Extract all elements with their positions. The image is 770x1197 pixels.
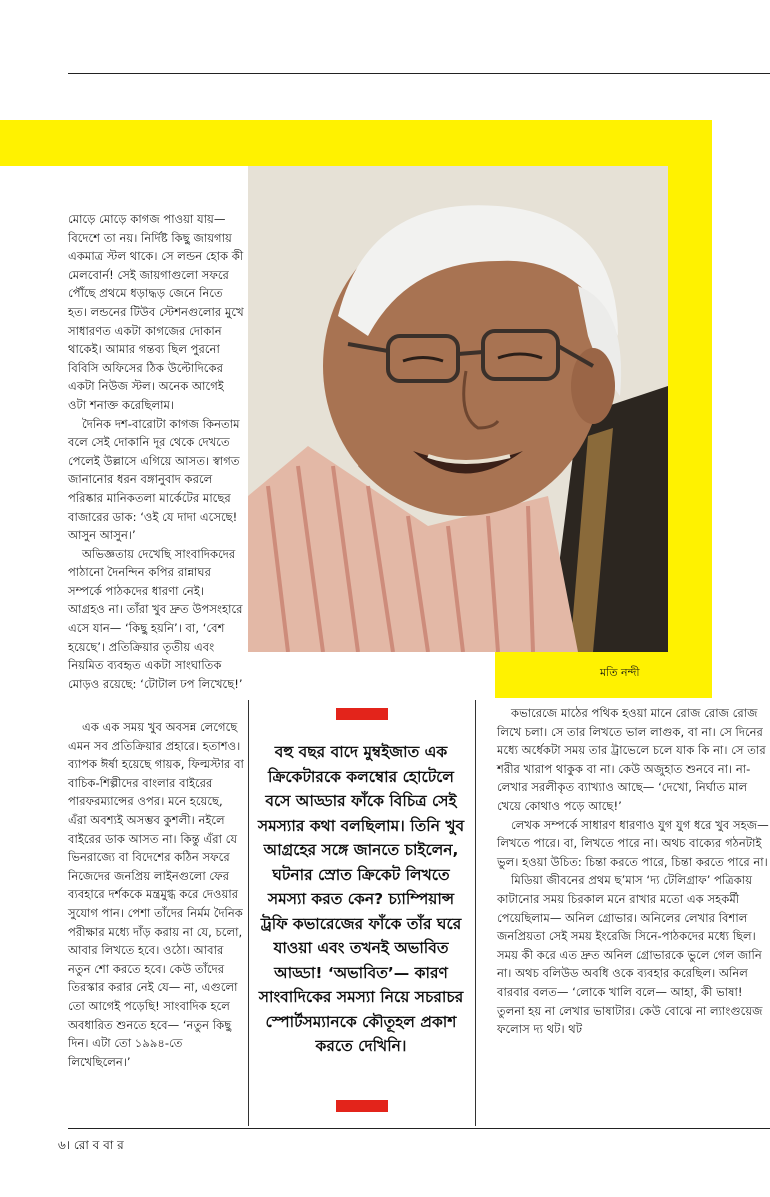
portrait-illustration-icon [248, 166, 668, 652]
paragraph: মোড়ে মোড়ে কাগজ পাওয়া যায়— বিদেশে তা নয়। নির্দিষ্ট কিছু জায়গায় একমাত্র স্টল থাকে। সে লন্ডন হোক কী মেলবোর্ন! সেই জায়গাগুলো সফরে পৌঁছে প্রথমে ধড়াদ্ধড় জেনে নিতে হত। লন্ডনের টিউব স্টেশনগুলোর মুখে সাধারণত একটা কাগজের দোকান থাকেই। আমার গন্তব্য ছিল পুরনো বিবিসি অফিসের ঠিক উল্টোদিকের একটা নিউজ স্টল। অনেক আগেই ওটা শনাক্ত করেছিলাম। [68, 212, 244, 412]
left-column-bottom [68, 718, 244, 1071]
bottom-rule [68, 1128, 770, 1129]
yellow-band [0, 120, 712, 166]
pull-quote: বহু বছর বাদে মুম্বইজাত এক ক্রিকেটারকে কলম্বোর হোটেলে বসে আড্ডার ফাঁকে বিচিত্র সেই সমস্যার কথা বলছিলাম। তিনি খুব আগ্রহের সঙ্গে জানতে চাইলেন, ঘটনার স্রোত ক্রিকেট লিখতে সমস্যা করত কেন? চ্যাম্পিয়ান্স ট্রফি কভারেজের ফাঁকে তাঁর ঘরে যাওয়া এবং তখনই অভাবিত আড্ডা! ‘অভাবিত’— কারণ সাংবাদিকের সমস্যা নিয়ে সচরাচর স্পোর্টসম্যানকে কৌতূহল প্রকাশ করতে দেখিনি। [257, 743, 465, 1055]
page-footer: ৬। রো ব বা র [58, 1138, 124, 1152]
photo-caption: মতি নন্দী [600, 666, 640, 679]
column-divider-right [475, 700, 476, 1126]
paragraph: অভিজ্ঞতায় দেখেছি সাংবাদিকদের পাঠানো দৈনন্দিন কপির রান্নাঘর সম্পর্কে পাঠকদের ধারণা নেই। আগ্রহও না। তাঁরা খুব দ্রুত উপসংহারে এসে যান— ‘কিছু হয়নি’। বা, ‘বেশ হয়েছে’। প্রতিক্রিয়ার তৃতীয় এবং নিয়মিত ব্যবহৃত একটা সাংঘাতিক মোড়ও রয়েছে: ‘টোটাল ঢপ লিখেছে!’ [68, 546, 243, 691]
paragraph: এক এক সময় খুব অবসন্ন লেগেছে এমন সব প্রতিক্রিয়ার প্রহারে। হতাশও। ব্যাপক ঈর্ষা হয়েছে গায়ক, ফিল্মস্টার বা বাচিক-শিল্পীদের বাংলার বাইরের পারফরম্যান্সের ওপর। মনে হয়েছে, এঁরা অবশ্যই অসম্ভব কুশলী। নইলে বাইরের ডাক আসত না। কিন্তু এঁরা যে ভিনরাজ্যে বা বিদেশের কঠিন সফরে নিজেদের জনপ্রিয় লাইনগুলো ফের ব্যবহারে দর্শককে মন্ত্রমুগ্ধ করে দেওয়ার সুযোগ পান। পেশা তাঁদের নির্মম দৈনিক পরীক্ষার মধ্যে দাঁড় করায় না যে, চলো, আবার লিখতে হবে। ওঠো। আবার নতুন শো করতে হবে। কেউ তাঁদের তিরস্কার করার নেই যে— না, এগুলো তো আগেই পড়েছি! সাংবাদিক হলে অবধারিত শুনতে হবে— ‘নতুন কিছু দিন। এটা তো ১৯৯৪-তে লিখেছিলেন।’ [68, 720, 244, 1069]
paragraph: দৈনিক দশ-বারোটা কাগজ কিনতাম বলে সেই দোকানি দূর থেকে দেখতে পেলেই উল্লাসে এগিয়ে আসত। স্বাগত জানানোর ধরন বঙ্গানুবাদ করলে পরিষ্কার মানিকতলা মার্কেটের মাছের বাজারের ডাক: ‘ওই যে দাদা এসেছে! আসুন আসুন।’ [68, 416, 240, 543]
yellow-side-band [668, 120, 712, 698]
column-divider-left [248, 700, 249, 1126]
paragraph: কভারেজে মাঠের পথিক হওয়া মানে রোজ রোজ রোজ লিখে চলা। সে তার লিখতে ভাল লাগুক, বা না। সে দিনের মধ্যে অর্ধেকটা সময় তার ট্রাভেলে চলে যাক কি না। সে তার শরীর খারাপ থাকুক বা না। কেউ অজুহাত শুনবে না। না-লেখার সরলীকৃত ব্যাখ্যাও আছে— ‘দেখো, নির্ঘাত মাল খেয়ে কোথাও পড়ে আছে!’ [497, 706, 766, 813]
pull-quote-bottom-bar [336, 1100, 388, 1112]
right-column [497, 704, 769, 1039]
top-rule [68, 73, 770, 74]
paragraph: মিডিয়া জীবনের প্রথম ছ’মাস ‘দ্য টেলিগ্রাফ’ পত্রিকায় কাটানোর সময় চিরকাল মনে রাখার মতো এক সহকর্মী পেয়েছিলাম— অনিল গ্রোভার। অনিলের লেখার বিশাল জনপ্রিয়তা সেই সময় ইংরেজি সিনে-পাঠকদের মধ্যে ছিল। সময় কী করে এত দ্রুত অনিল গ্রোভারকে ভুলে গেল জানি না। অথচ বলিউড অবধি ওকে ব্যবহার করেছিল। অনিল বারবার বলত— ‘লোকে খালি বলে— আহা, কী ভাষা! তুলনা হয় না লেখার ভাষাটার। কেউ বোঝে না ল্যাংগুয়েজ ফলোস দ্য থট। থট [497, 873, 763, 1037]
portrait-photo [248, 166, 668, 652]
pull-quote-top-bar [336, 708, 388, 720]
left-column-top [68, 210, 244, 693]
paragraph: লেখক সম্পর্কে সাধারণ ধারণাও যুগ যুগ ধরে খুব সহজ— লিখতে পারে। বা, লিখতে পারে না। অথচ বাক্যের গঠনটাই ভুল। হওয়া উচিত: চিন্তা করতে পারে, চিন্তা করতে পারে না। [497, 817, 769, 869]
